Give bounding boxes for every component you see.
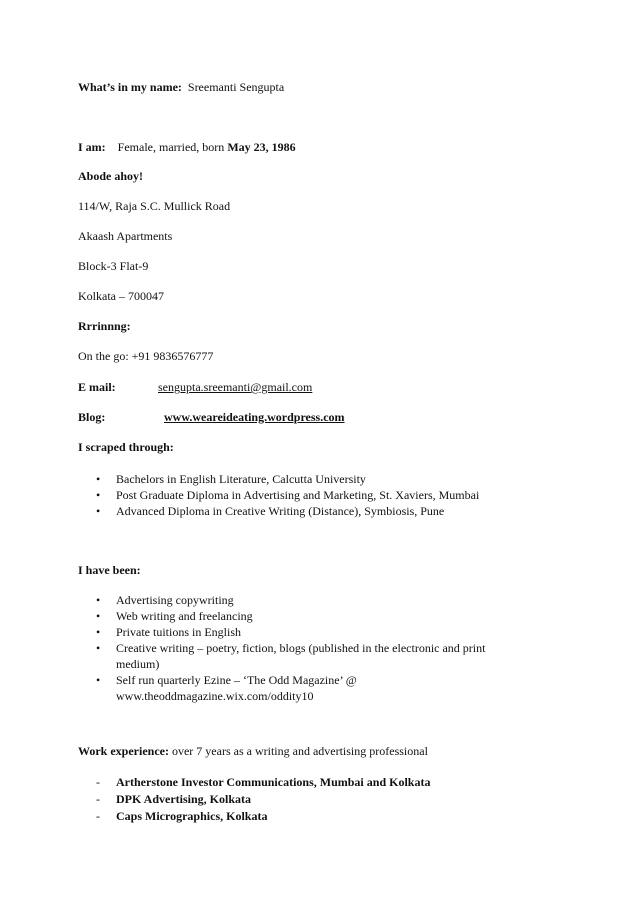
list-item: • Web writing and freelancing [96, 608, 516, 624]
address-line-4: Kolkata – 700047 [78, 289, 164, 303]
iam-value: Female, married, born [117, 140, 225, 154]
list-item: • Bachelors in English Literature, Calcutta University [96, 471, 536, 487]
abode-heading: Abode ahoy! [78, 169, 144, 183]
work-label: Work experience: [78, 744, 169, 758]
list-item: • Advertising copywriting [96, 592, 516, 608]
email-link[interactable]: sengupta.sreemanti@gmail.com [158, 380, 313, 394]
work-summary: over 7 years as a writing and advertising professional [171, 744, 428, 758]
work-list [96, 774, 430, 825]
address-line-1: 114/W, Raja S.C. Mullick Road [78, 199, 231, 213]
list-item: - DPK Advertising, Kolkata [96, 791, 430, 808]
list-item: • Creative writing – poetry, fiction, blogs (published in the electronic and print medium) [96, 640, 516, 672]
list-item: - Caps Micrographics, Kolkata [96, 808, 430, 825]
list-item: • Post Graduate Diploma in Advertising and Marketing, St. Xaviers, Mumbai [96, 487, 536, 503]
email-label: E mail: [78, 380, 116, 394]
email-line [78, 379, 313, 395]
phone-heading: Rrrinnng: [78, 319, 131, 333]
list-item: • Private tuitions in English [96, 624, 516, 640]
been-heading: I have been: [78, 563, 141, 577]
blog-line [78, 409, 345, 425]
list-item: • Self run quarterly Ezine – ‘The Odd Magazine’ @ www.theoddmagazine.wix.com/oddity10 [96, 672, 376, 704]
blog-label: Blog: [78, 410, 106, 424]
work-line [78, 743, 428, 759]
education-list [96, 471, 536, 519]
name-line [78, 79, 284, 95]
list-item: - Artherstone Investor Communications, Mumbai and Kolkata [96, 774, 430, 791]
iam-label: I am: [78, 140, 106, 154]
education-heading: I scraped through: [78, 440, 174, 454]
dob-value: May 23, 1986 [227, 140, 296, 154]
blog-link[interactable]: www.weareideating.wordpress.com [164, 410, 345, 424]
name-value: Sreemanti Sengupta [187, 80, 285, 94]
been-list [96, 592, 516, 704]
phone-line: On the go: +91 9836576777 [78, 349, 214, 363]
address-line-2: Akaash Apartments [78, 229, 173, 243]
name-label: What’s in my name: [78, 80, 182, 94]
list-item: • Advanced Diploma in Creative Writing (Distance), Symbiosis, Pune [96, 503, 536, 519]
iam-line [78, 139, 296, 155]
address-line-3: Block-3 Flat-9 [78, 259, 149, 273]
